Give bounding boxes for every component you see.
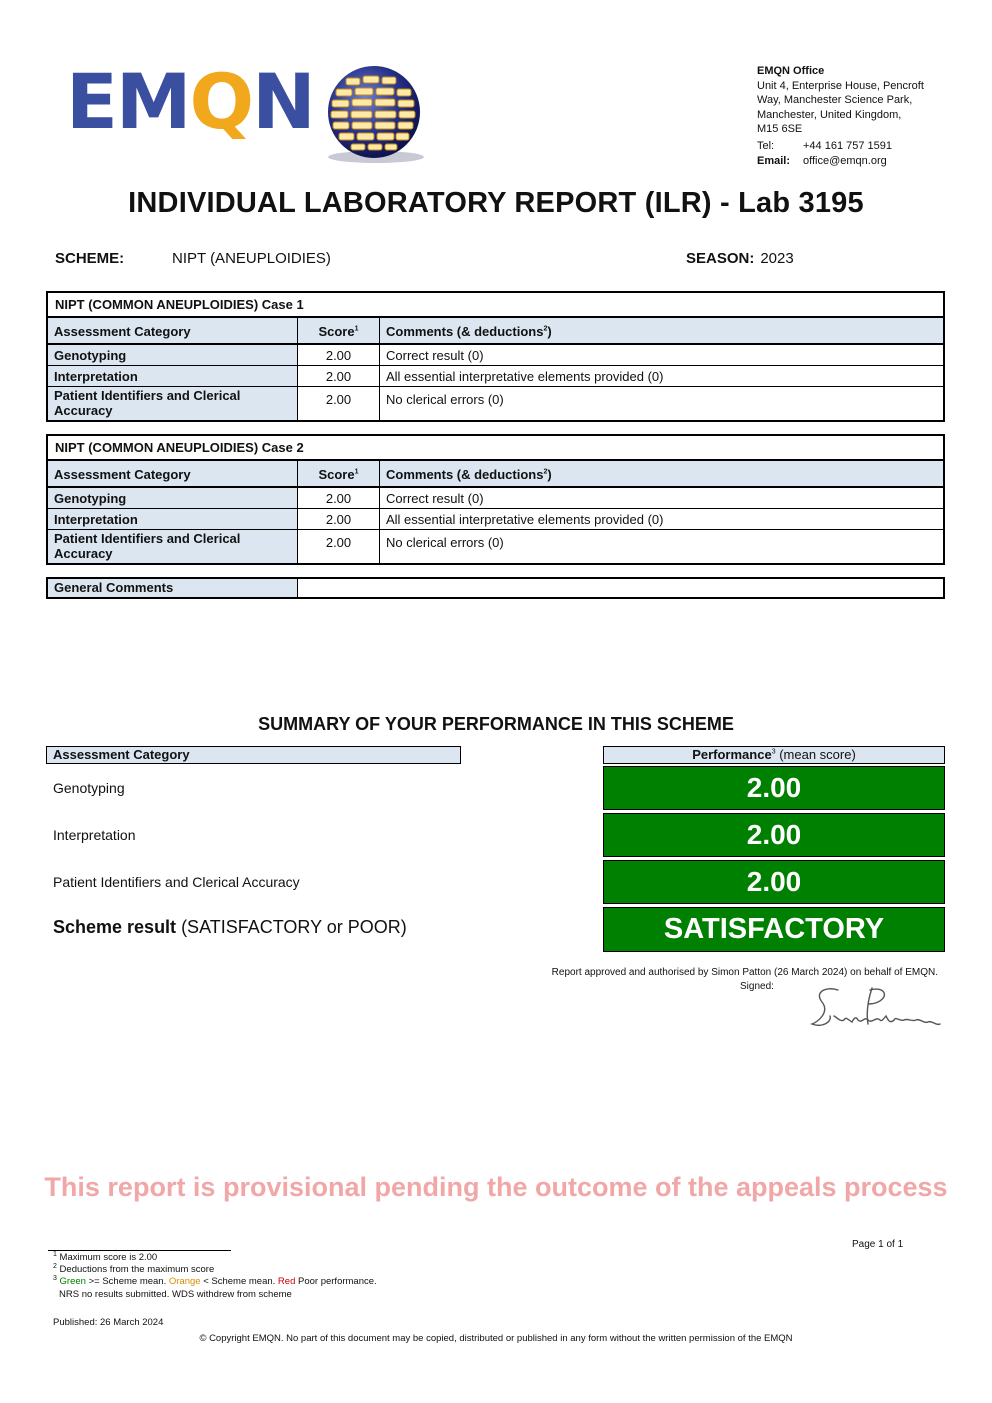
- address-line: M15 6SE: [757, 123, 803, 136]
- footnote-4: NRS no results submitted. WDS withdrew from scheme: [59, 1288, 292, 1300]
- header-score: Score$^1$: [298, 461, 380, 486]
- row-comment: No clerical errors (0): [386, 392, 504, 407]
- row-comment: Correct result (0): [386, 491, 484, 506]
- row-score: 2.00: [298, 387, 380, 420]
- signature-image: [808, 982, 946, 1034]
- page-number: Page 1 of 1: [852, 1239, 904, 1250]
- row-category: Genotyping: [48, 345, 298, 365]
- header-score: Score$^1$: [298, 318, 380, 343]
- table-row: [48, 366, 943, 387]
- scheme-result-box: SATISFACTORY: [603, 907, 945, 952]
- summary-category: Interpretation: [53, 827, 136, 843]
- row-category: Interpretation: [48, 366, 298, 386]
- row-score: 2.00: [298, 530, 380, 563]
- table-row: [48, 488, 943, 509]
- provisional-notice: This report is provisional pending the outcome of the appeals process: [44, 1172, 948, 1202]
- general-comments-value: [298, 579, 943, 597]
- season-label: SEASON:: [686, 250, 755, 267]
- address-line: Way, Manchester Science Park,: [757, 94, 913, 107]
- scheme-result-label: Scheme result (SATISFACTORY or POOR): [53, 917, 407, 937]
- scheme-label: SCHEME:: [55, 250, 125, 267]
- row-score: 2.00: [298, 345, 380, 365]
- summary-score-box: 2.00: [603, 766, 945, 810]
- table-header-row: [48, 318, 943, 345]
- row-score: 2.00: [298, 366, 380, 386]
- case-title: NIPT (COMMON ANEUPLOIDIES) Case 2: [48, 436, 943, 461]
- footnote-1: $^1$ Maximum score is 2.00: [53, 1250, 158, 1263]
- footnote-divider: [48, 1250, 231, 1251]
- globe-icon: [316, 64, 428, 164]
- logo-wordmark: EMQN: [66, 57, 314, 146]
- table-header-row: [48, 461, 943, 488]
- tel-label: Tel:: [757, 139, 775, 152]
- row-comment: Correct result (0): [386, 348, 484, 363]
- general-comments-row: [46, 577, 945, 599]
- summary-category: Patient Identifiers and Clerical Accuracy: [53, 874, 300, 890]
- emqn-logo: [66, 57, 446, 172]
- signed-label: Signed:: [740, 981, 774, 992]
- header-comments: Comments (& deductions$^2$): [386, 467, 552, 482]
- summary-category: Genotyping: [53, 780, 125, 796]
- footnote-3: $^3$ Green >= Scheme mean. Orange < Scheme mean. Red Poor performance.: [53, 1275, 377, 1288]
- tel-value: +44 161 757 1591: [803, 139, 893, 152]
- summary-category-header: Assessment Category: [46, 746, 461, 764]
- email-row: [757, 154, 957, 169]
- season-value: 2023: [760, 250, 794, 267]
- address-line: Manchester, United Kingdom,: [757, 108, 902, 121]
- table-row: [48, 530, 943, 563]
- header-comments: Comments (& deductions$^2$): [386, 324, 552, 339]
- tel-row: [757, 139, 957, 154]
- summary-performance-header: Performance$^3$ (mean score): [603, 746, 945, 764]
- summary-score-box: 2.00: [603, 813, 945, 857]
- case-title: NIPT (COMMON ANEUPLOIDIES) Case 1: [48, 293, 943, 318]
- email-value[interactable]: office@emqn.org: [803, 154, 887, 167]
- footnotes: [53, 1252, 377, 1301]
- table-row: [48, 509, 943, 530]
- office-title: EMQN Office: [757, 65, 825, 77]
- table-row: [48, 387, 943, 420]
- header-category: Assessment Category: [48, 461, 298, 486]
- copyright-notice: © Copyright EMQN. No part of this document may be copied, distributed or published in any form without the written permission of the EMQN: [199, 1333, 793, 1344]
- email-label: Email:: [757, 154, 791, 167]
- row-score: 2.00: [298, 488, 380, 508]
- general-comments-label: General Comments: [48, 579, 298, 597]
- summary-title: SUMMARY OF YOUR PERFORMANCE IN THIS SCHEME: [258, 714, 734, 734]
- row-score: 2.00: [298, 509, 380, 529]
- report-title: INDIVIDUAL LABORATORY REPORT (ILR) - Lab 3195: [128, 187, 864, 219]
- case-1-table: [46, 291, 945, 422]
- address-line: Unit 4, Enterprise House, Pencroft: [757, 79, 924, 92]
- season-line: [686, 250, 794, 267]
- scheme-value: NIPT (ANEUPLOIDIES): [172, 250, 331, 267]
- row-comment: All essential interpretative elements provided (0): [386, 512, 664, 527]
- row-category: Patient Identifiers and Clerical Accuracy: [48, 387, 298, 420]
- row-comment: No clerical errors (0): [386, 535, 504, 550]
- row-category: Patient Identifiers and Clerical Accuracy: [48, 530, 298, 563]
- case-2-table: [46, 434, 945, 565]
- row-comment: All essential interpretative elements provided (0): [386, 369, 664, 384]
- summary-score-box: 2.00: [603, 860, 945, 904]
- row-category: Genotyping: [48, 488, 298, 508]
- header-category: Assessment Category: [48, 318, 298, 343]
- office-address: [757, 64, 957, 168]
- footnote-2: $^2$ Deductions from the maximum score: [53, 1263, 215, 1276]
- approval-text: Report approved and authorised by Simon Patton (26 March 2024) on behalf of EMQN.: [551, 967, 938, 978]
- row-category: Interpretation: [48, 509, 298, 529]
- table-row: [48, 345, 943, 366]
- published-date: Published: 26 March 2024: [53, 1317, 164, 1328]
